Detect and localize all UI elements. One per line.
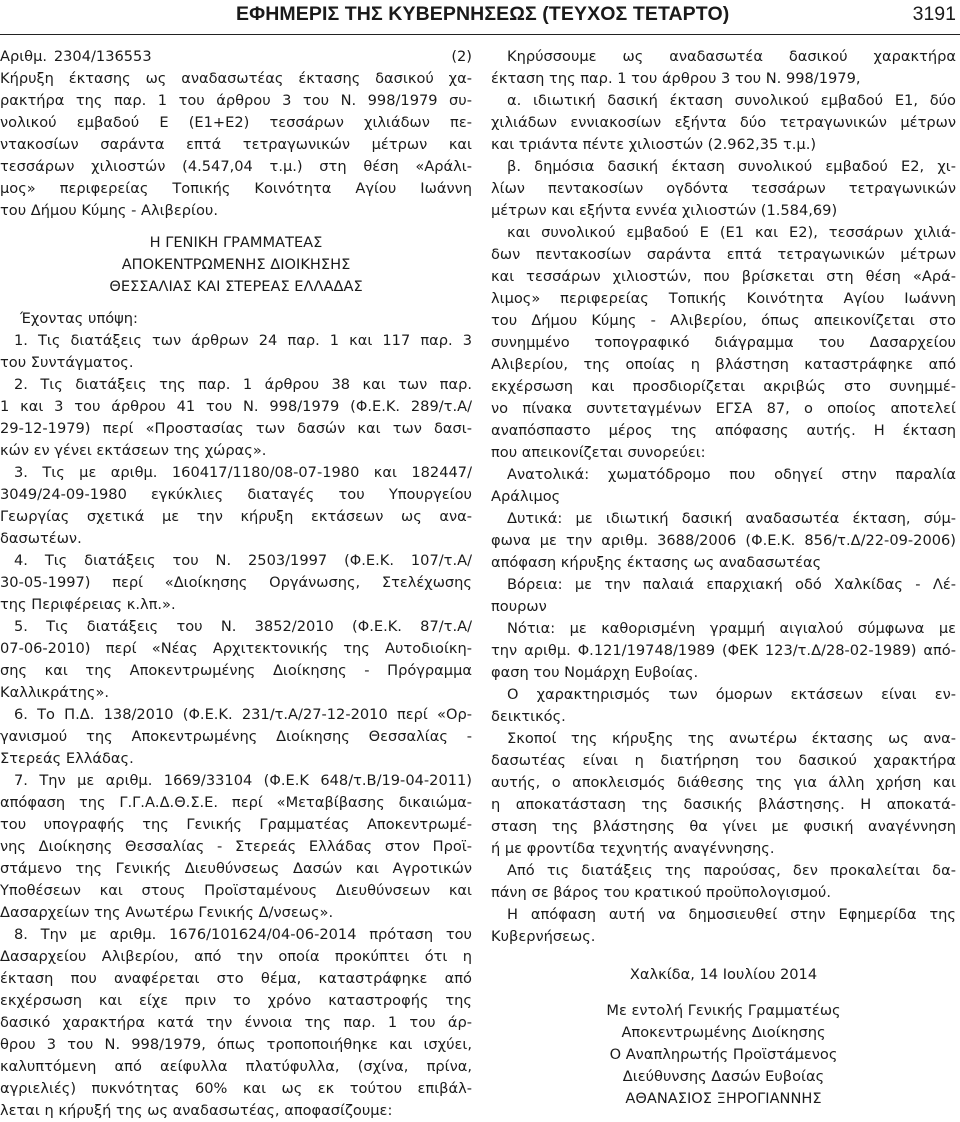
text-line: εκχέρσωση και είχε πριν το χρόνο καταστροφής της <box>0 992 472 1009</box>
text-line: νης Διοίκησης Θεσσαλίας - Στερεάς Ελλάδας στον Προϊ- <box>0 838 472 855</box>
text-line: ΘΕΣΣΑΛΙΑΣ ΚΑΙ ΣΤΕΡΕΑΣ ΕΛΛΑΔΑΣ <box>109 278 363 295</box>
text-line: που απεικονίζεται συνορεύει: <box>491 444 706 461</box>
text-line: χιλιάδων εννιακοσίων εξήντα δύο τετραγωνικών μέτρων <box>491 114 956 131</box>
text-line: δασωτέων. <box>0 530 82 547</box>
text-line: λεται η κήρυξή της ως αναδασωτέας, αποφασίζουμε: <box>0 1102 393 1119</box>
text-line: τεσσάρων χιλιοστών (4.547,04 τ.μ.) στη θέση «Αράλι- <box>0 158 472 175</box>
text-line: δασικό χαρακτήρα κατά την έννοια της παρ. 1 του άρ- <box>0 1014 472 1031</box>
text-line: 3049/24-09-1980 εγκύκλιες διαταγές του Υπουργείου <box>0 486 472 503</box>
text-line: καλυπτόμενη από αείφυλλα πλατύφυλλα, (σχίνα, πρίνα, <box>0 1058 472 1075</box>
text-line: Ανατολικά: χωματόδρομο που οδηγεί στην παραλία <box>507 466 956 483</box>
text-line: η αποκατάσταση της δασικής βλάστησης. Η αποκατά- <box>491 796 956 813</box>
text-line: αναπόσπαστο μέρος της απόφασης αυτής. Η έκταση <box>491 422 956 439</box>
text-line: συνημμένο τοπογραφικό διάγραμμα του Δασαρχείου <box>491 334 956 351</box>
text-line: γανισμού της Αποκεντρωμένης Διοίκησης Θεσσαλίας - <box>0 728 472 745</box>
text-line: α. ιδιωτική δασική έκταση συνολικού εμβαδού Ε1, δύο <box>507 92 956 109</box>
text-line: εκχέρσωση και προσδιορίζεται ακριβώς στο συνημμέ- <box>491 378 956 395</box>
text-line: πουρων <box>491 598 547 615</box>
text-line: νο πίνακα συντεταγμένων ΕΓΣΑ 87, ο οποίος αποτελεί <box>491 400 956 417</box>
right-column <box>491 46 956 1110</box>
text-line: Στερεάς Ελλάδας. <box>0 750 134 767</box>
text-line: λίων πεντακοσίων ογδόντα τεσσάρων τετραγωνικών <box>491 180 956 197</box>
text-line: του Δήμου Κύμης - Αλιβερίου, όπως απεικονίζεται στο <box>491 312 956 329</box>
text-line: Κήρυξη έκτασης ως αναδασωτέας έκτασης δασικού χα- <box>0 70 472 87</box>
text-line: και συνολικού εμβαδού Ε (Ε1 και Ε2), τεσσάρων χιλιά- <box>507 224 956 241</box>
text-line: Υποθέσεων και στους Προϊσταμένους Διευθύνσεων και <box>0 882 472 899</box>
left-column <box>0 46 472 1122</box>
text-line: του υπογραφής της Γενικής Γραμματέας Αποκεντρωμέ- <box>0 816 472 833</box>
gazette-title: ΕΦΗΜΕΡΙΣ ΤΗΣ ΚΥΒΕΡΝΗΣΕΩΣ (ΤΕΥΧΟΣ ΤΕΤΑΡΤΟ) <box>236 3 730 25</box>
text-line: αυτής, ο αποκλεισμός διάθεσης της για άλλη χρήση και <box>491 774 956 791</box>
text-line: 8. Την με αριθμ. 1676/101624/04-06-2014 πρόταση του <box>14 926 472 943</box>
text-line: την αριθμ. Φ.121/19748/1989 (ΦΕΚ 123/τ.Δ/28-02-1989) από- <box>491 642 956 659</box>
text-line: ή με φροντίδα τεχνητής αναγέννησης. <box>491 840 775 857</box>
text-line: σταση της βλάστησης θα γίνει με φυσική αναγέννηση <box>491 818 956 835</box>
text-line: του Δήμου Κύμης - Αλιβερίου. <box>0 202 218 219</box>
text-line: δων πεντακοσίων σαράντα επτά τετραγωνικών μέτρων <box>491 246 956 263</box>
text-line: Ο Αναπληρωτής Προϊστάμενος <box>609 1046 838 1063</box>
text-line: μέτρων και εξήντα εννέα χιλιοστών (1.584,69) <box>491 202 838 219</box>
text-line: 07-06-2010) περί «Νέας Αρχιτεκτονικής της Αυτοδιοίκη- <box>0 640 472 657</box>
text-line: 1. Τις διατάξεις των άρθρων 24 παρ. 1 και 117 παρ. 3 <box>14 332 472 349</box>
text-line: 29-12-1979) περί «Προστασίας των δασών και των δασι- <box>0 420 472 437</box>
text-line: Αριθμ. 2304/136553 (2) <box>0 48 472 65</box>
text-line: Με εντολή Γενικής Γραμματέως <box>606 1002 841 1019</box>
text-line: έκταση της παρ. 1 του άρθρου 3 του Ν. 998/1979, <box>491 70 861 87</box>
text-line: λιμος» περιφερείας Τοπικής Κοινότητα Αγίου Ιωάννη <box>491 290 956 307</box>
text-line: νολικού εμβαδού Ε (Ε1+Ε2) τεσσάρων χιλιάδων πε- <box>0 114 472 131</box>
text-line: ΑΘΑΝΑΣΙΟΣ ΞΗΡΟΓΙΑΝΝΗΣ <box>625 1090 822 1107</box>
text-line: Γεωργίας σχετικά με την κήρυξη εκτάσεων ως ανα- <box>0 508 472 525</box>
text-line: φωνα με την αριθμ. 3688/2006 (Φ.Ε.Κ. 856/τ.Δ/22-09-2006) <box>491 532 956 549</box>
text-line: Νότια: με καθορισμένη γραμμή αιγιαλού σύμφωνα με <box>507 620 956 637</box>
text-line: Κηρύσσουμε ως αναδασωτέα δασικού χαρακτήρα <box>507 48 956 65</box>
text-line: σης και της Αποκεντρωμένης Διοίκησης - Πρόγραμμα <box>0 662 472 679</box>
text-line: Η ΓΕΝΙΚΗ ΓΡΑΜΜΑΤΕΑΣ <box>149 234 323 251</box>
text-line: φαση του Νομάρχη Ευβοίας. <box>491 664 699 681</box>
text-line: 3. Τις με αριθμ. 160417/1180/08-07-1980 και 182447/ <box>14 464 472 481</box>
text-line: ρακτήρα της παρ. 1 του άρθρου 3 του Ν. 998/1979 συ- <box>0 92 472 109</box>
text-line: Χαλκίδα, 14 Ιουλίου 2014 <box>629 966 818 983</box>
page-number: 3191 <box>912 3 956 25</box>
text-line: Αλιβερίου, της οποίας η βλάστηση καταστράφηκε από <box>491 356 956 373</box>
text-line: απόφαση κήρυξης έκτασης ως αναδασωτέας <box>491 554 822 571</box>
text-line: Δυτικά: με ιδιωτική δασική αναδασωτέα έκταση, σύμ- <box>507 510 956 527</box>
text-line: θρου 3 του Ν. 998/1979, όπως τροποποιήθηκε και ισχύει, <box>0 1036 472 1053</box>
text-line: δασωτέας είναι η διατήρηση του δασικού χαρακτήρα <box>491 752 956 769</box>
text-line: Καλλικράτης». <box>0 684 110 701</box>
text-line: Σκοποί της κήρυξης της ανωτέρω έκτασης ως ανα- <box>507 730 956 747</box>
text-line: β. δημόσια δασική έκταση συνολικού εμβαδού Ε2, χι- <box>507 158 956 175</box>
text-line: 2. Τις διατάξεις της παρ. 1 άρθρου 38 και των παρ. <box>14 376 472 393</box>
text-line: Από τις διατάξεις της παρούσας, δεν προκαλείται δα- <box>507 862 956 879</box>
text-line: Δασαρχείου Αλιβερίου, από την οποία προκύπτει ότι η <box>0 948 472 965</box>
text-line: αγριελιές) πυκνότητας 60% και ως εκ τούτου επιβάλ- <box>0 1080 472 1097</box>
text-line: και τεσσάρων χιλιοστών, που βρίσκεται στη θέση «Αρά- <box>491 268 956 285</box>
text-line: Κυβερνήσεως. <box>491 928 596 945</box>
page-header <box>0 0 960 35</box>
text-line: Έχοντας υπόψη: <box>20 310 138 327</box>
text-line: Βόρεια: με την παλαιά επαρχιακή οδό Χαλκίδας - Λέ- <box>507 576 956 593</box>
text-line: Διεύθυνσης Δασών Ευβοίας <box>622 1068 825 1085</box>
text-line: απόφαση της Γ.Γ.Α.Δ.Θ.Σ.Ε. περί «Μεταβίβασης δικαιώμα- <box>0 794 472 811</box>
text-line: πάνη σε βάρος του κρατικού προϋπολογισμού. <box>491 884 831 901</box>
text-line: του Συντάγματος. <box>0 354 134 371</box>
text-line: ντακοσίων σαράντα επτά τετραγωνικών μέτρων και <box>0 136 472 153</box>
text-line: Η απόφαση αυτή να δημοσιευθεί στην Εφημερίδα της <box>507 906 956 923</box>
text-line: Αράλιμος <box>491 488 561 505</box>
text-line: 30-05-1997) περί «Διοίκησης Οργάνωσης, Στελέχωσης <box>0 574 472 591</box>
text-line: 7. Την με αριθμ. 1669/33104 (Φ.Ε.Κ 648/τ.Β/19-04-2011) <box>14 772 472 789</box>
text-line: και τριάντα πέντε χιλιοστών (2.962,35 τ.μ.) <box>491 136 817 153</box>
text-line: Αποκεντρωμένης Διοίκησης <box>621 1024 826 1041</box>
text-line: Ο χαρακτηρισμός των όμορων εκτάσεων είναι εν- <box>507 686 956 703</box>
text-line: 5. Τις διατάξεις του Ν. 3852/2010 (Φ.Ε.Κ. 87/τ.Α/ <box>14 618 472 635</box>
text-line: Δασαρχείων της Ανωτέρω Γενικής Δ/νσεως». <box>0 904 334 921</box>
text-line: κών εν γένει εκτάσεων της χώρας». <box>0 442 267 459</box>
text-line: της Περιφέρειας κ.λπ.». <box>0 596 176 613</box>
text-line: δεικτικός. <box>491 708 566 725</box>
text-line: 6. Το Π.Δ. 138/2010 (Φ.Ε.Κ. 231/τ.Α/27-12-2010 περί «Ορ- <box>14 706 472 723</box>
text-line: μος» περιφερείας Τοπικής Κοινότητα Αγίου Ιωάννη <box>0 180 472 197</box>
text-line: έκταση που αναφέρεται στο θέμα, καταστράφηκε από <box>0 970 472 987</box>
text-line: ΑΠΟΚΕΝΤΡΩΜΕΝΗΣ ΔΙΟΙΚΗΣΗΣ <box>121 256 351 273</box>
text-line: 4. Τις διατάξεις του Ν. 2503/1997 (Φ.Ε.Κ. 107/τ.Α/ <box>14 552 472 569</box>
text-line: 1 και 3 του άρθρου 41 του Ν. 998/1979 (Φ.Ε.Κ. 289/τ.Α/ <box>0 398 472 415</box>
text-line: στάμενο της Γενικής Διευθύνσεως Δασών και Αγροτικών <box>0 860 472 877</box>
